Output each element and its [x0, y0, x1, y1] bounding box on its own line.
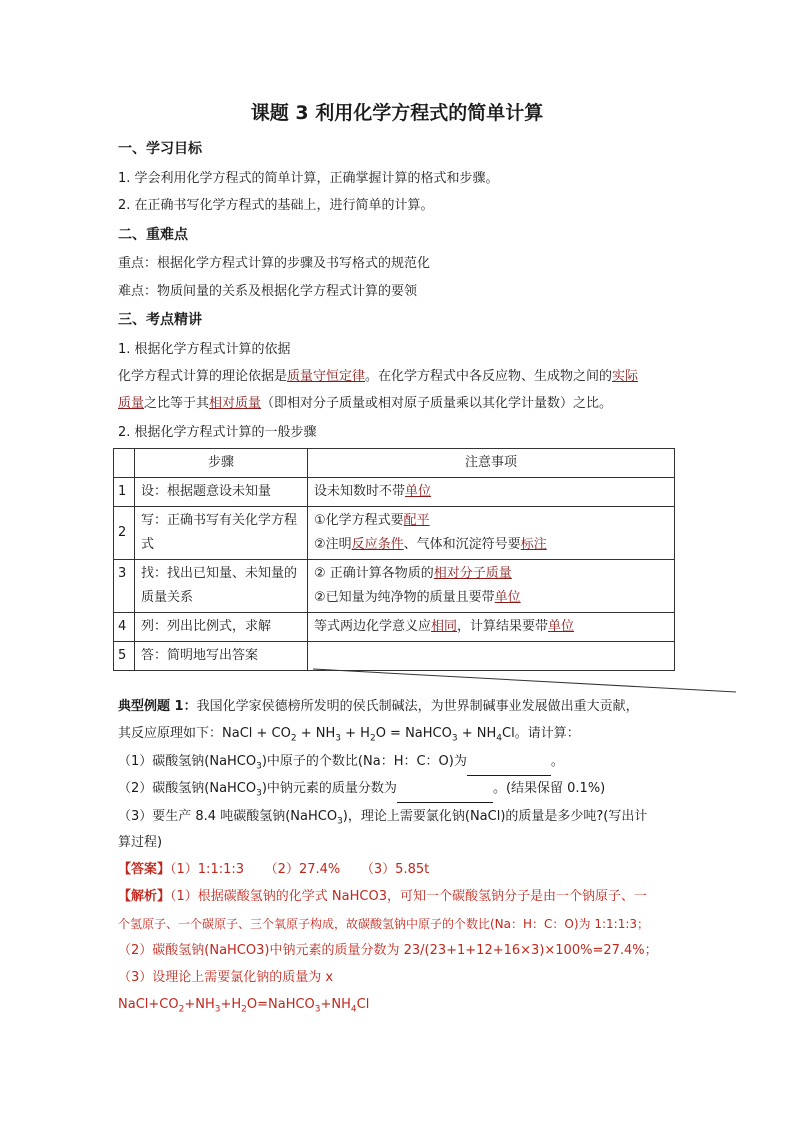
basis-underline-law: 质量守恒定律 [287, 369, 366, 384]
step-cell: 找：找出已知量、未知量的质量关系 [135, 560, 308, 613]
example-intro [118, 698, 639, 716]
answer-label: 【答案】 [118, 862, 171, 877]
q-text: 。(结果保留 0.1%) [492, 781, 606, 796]
q-text: （1）碳酸氢钠(NaHCO [118, 754, 257, 769]
example-reaction [118, 725, 580, 748]
reaction-prefix: 其反应原理如下： [118, 726, 223, 741]
basis-line-2 [118, 395, 612, 413]
answer-blank [467, 761, 551, 776]
goal-item-2: 2. 在正确书写化学方程式的基础上，进行简单的计算。 [118, 198, 434, 213]
example-text: 我国化学家侯德榜所发明的侯氏制碱法，为世界制碱事业发展做出重大贡献， [196, 699, 639, 714]
section-heading-explain: 三、考点精讲 [118, 312, 202, 328]
note-line [314, 533, 668, 557]
note-text: 等式两边化学意义应 [314, 619, 432, 634]
steps-table [113, 448, 675, 671]
reaction-equation: NaCl + $CO_2 + NH_3 + H_2O$ = NaHCO$_3$ + $NH_4Cl$ [222, 726, 515, 744]
row-number: 1 [114, 478, 135, 507]
note-text: ，计算结果要带 [457, 619, 549, 634]
analysis-text: （1）根据碳酸氢钠的化学式 NaHCO3，可知一个碳酸氢钠分子是由一个钠原子、一 [170, 889, 647, 904]
answer-text: （1）1:1:1:3 （2）27.4% （3）5.85t [170, 862, 430, 877]
example-label: 典型例题 1： [118, 699, 197, 714]
note-underline: 配平 [403, 513, 430, 528]
table-header-row [114, 449, 675, 478]
analysis-line-4: （3）设理论上需要氯化钠的质量为 x [118, 970, 334, 985]
note-text: 、气体和沉淀符号要 [403, 537, 521, 552]
note-line [314, 562, 668, 586]
basis-underline-relative: 相对质量 [209, 396, 262, 411]
step-cell: 写：正确书写有关化学方程式 [135, 507, 308, 560]
question-2: （2）碳酸氢钠(NaHCO$_3$)中钠元素的质量分数为 。(结果保留 0.1%) [118, 780, 605, 803]
row-number: 4 [114, 613, 135, 642]
table-row [114, 613, 675, 642]
step-cell: 设：根据题意设未知量 [135, 478, 308, 507]
analysis-line-2: 个氢原子、一个碳原子、三个氧原子构成，故碳酸氢钠中原子的个数比(Na：H：C：O)为 1:1:1:3； [118, 917, 650, 931]
analysis-equation: $NaCl+CO_2+NH_3+H_2O=NaHCO_3+NH_4Cl$ [118, 997, 370, 1015]
step-cell: 列：列出比例式，求解 [135, 613, 308, 642]
table-row [114, 507, 675, 560]
table-header-note: 注意事项 [308, 449, 675, 478]
basis-text: 之比等于其 [144, 396, 210, 411]
note-underline: 单位 [405, 484, 432, 499]
analysis-line-3: （2）碳酸氢钠(NaHCO3)中钠元素的质量分数为 23/(23+1+12+16×3)×100%=27.4%； [118, 943, 658, 958]
q-text: )，理论上需要氯化钠(NaCl)的质量是多少吨?(写出计 [342, 809, 648, 824]
difficult-point: 难点：物质间量的关系及根据化学方程式计算的要领 [118, 284, 418, 299]
key-point: 重点：根据化学方程式计算的步骤及书写格式的规范化 [118, 256, 431, 271]
step-cell: 答：简明地写出答案 [135, 642, 308, 671]
question-1: （1）碳酸氢钠(NaHCO$_3$)中原子的个数比(Na：H：C：O)为 。 [118, 753, 564, 776]
note-cell [308, 642, 675, 671]
note-text: ② 正确计算各物质的 [314, 566, 434, 581]
answer-blank [397, 788, 493, 803]
subheading-steps: 2. 根据化学方程式计算的一般步骤 [118, 425, 317, 440]
basis-underline-mass: 质量 [118, 396, 145, 411]
basis-text: 化学方程式计算的理论依据是 [118, 369, 288, 384]
question-3-cont: 算过程) [118, 835, 163, 850]
q-text: （2）碳酸氢钠(NaHCO [118, 781, 257, 796]
table-row [114, 478, 675, 507]
row-number: 5 [114, 642, 135, 671]
table-header-step: 步骤 [135, 449, 308, 478]
note-underline: 单位 [494, 590, 521, 605]
row-number: 2 [114, 507, 135, 560]
note-underline: 单位 [548, 619, 575, 634]
note-underline: 反应条件 [351, 537, 404, 552]
basis-line-1 [118, 368, 638, 386]
note-text: ②注明 [314, 537, 352, 552]
note-cell [308, 507, 675, 560]
note-cell [308, 478, 675, 507]
note-line [314, 509, 668, 533]
note-text: 设未知数时不带 [314, 484, 406, 499]
note-underline: 相对分子质量 [433, 566, 512, 581]
q-text: )中钠元素的质量分数为 [261, 781, 397, 796]
row-number: 3 [114, 560, 135, 613]
basis-text: （即相对分子质量或相对原子质量乘以其化学计量数）之比。 [261, 396, 613, 411]
page-title: 课题 3 利用化学方程式的简单计算 [250, 102, 544, 124]
note-text: ①化学方程式要 [314, 513, 404, 528]
q-text: )中原子的个数比(Na：H：C：O)为 [261, 754, 467, 769]
subheading-basis: 1. 根据化学方程式计算的依据 [118, 342, 291, 357]
basis-underline-actual: 实际 [612, 369, 639, 384]
table-row [114, 642, 675, 671]
note-underline: 标注 [520, 537, 547, 552]
answer-line [118, 861, 429, 879]
reaction-suffix: 。请计算： [514, 726, 580, 741]
note-cell [308, 560, 675, 613]
section-heading-goals: 一、学习目标 [118, 141, 202, 157]
note-text: ②已知量为纯净物的质量且要带 [314, 590, 495, 605]
section-heading-keypoints: 二、重难点 [118, 227, 188, 243]
note-line [314, 586, 668, 610]
table-row [114, 560, 675, 613]
note-cell [308, 613, 675, 642]
table-cell [114, 449, 135, 478]
basis-text: 。在化学方程式中各反应物、生成物之间的 [365, 369, 613, 384]
question-3: （3）要生产 8.4 吨碳酸氢钠(NaHCO$_3$)，理论上需要氯化钠(NaCl)的质量是多少吨?(写出计 [118, 809, 648, 827]
analysis-line-1 [118, 888, 647, 906]
goal-item-1: 1. 学会利用化学方程式的简单计算，正确掌握计算的格式和步骤。 [118, 171, 499, 186]
q-text: （3）要生产 8.4 吨碳酸氢钠(NaHCO [118, 809, 338, 824]
note-underline: 相同 [431, 619, 458, 634]
analysis-label: 【解析】 [118, 889, 171, 904]
q-text: 。 [550, 754, 564, 769]
